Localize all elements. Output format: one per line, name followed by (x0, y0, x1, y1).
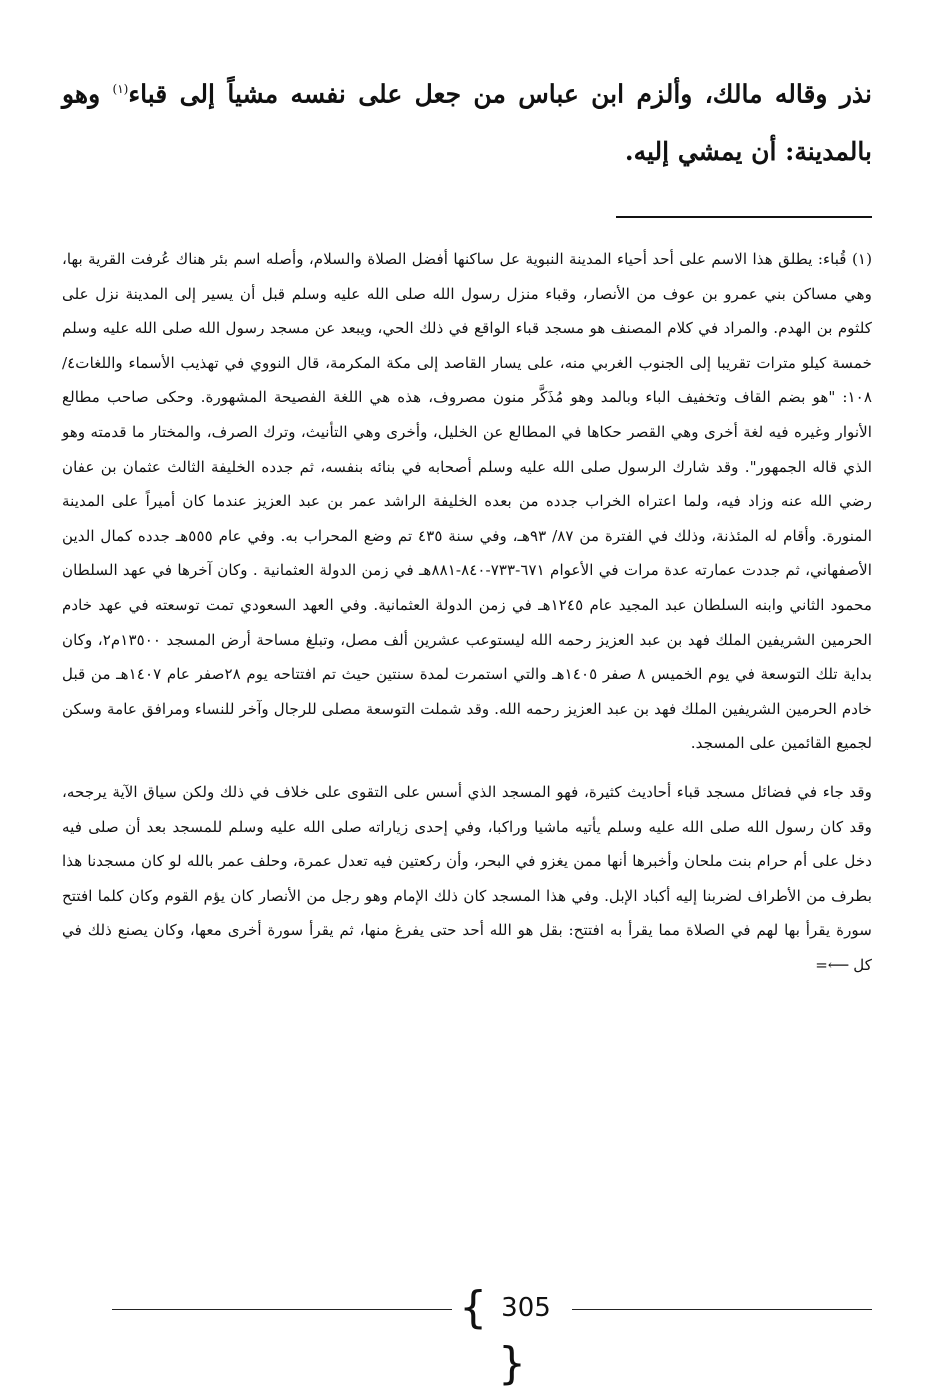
footnote-separator (616, 216, 872, 218)
close-brace: } (498, 1338, 526, 1389)
main-text (62, 60, 872, 181)
page-footer (112, 1280, 872, 1389)
page-number-box (452, 1280, 572, 1389)
footer-rule-left (112, 1309, 452, 1310)
main-text-part-2: وهو بالمدينة: أن يمشي إليه. (62, 79, 872, 167)
footnote-text-2: وقد جاء في فضائل مسجد قباء أحاديث كثيرة، فهو المسجد الذي أسس على التقوى على خلاف في ذلك ولكن سياق الآية يرجحه، وقد كان رسول الله صلى الله عليه وسلم يأتيه ماشيا وراكبا، وفي إحدى زياراته صلى الله عليه وسلم للمسجد بعد أن صلى فيه دخل على أم حرام بنت ملحان وأخبرها أنها ممن يغزو في البحر، وأن ركعتين فيه تعدل عمرة، وحلف عمر بالله لو كان مسجدنا هذا بطرف من الأطراف لضربنا إليه أكباد الإبل. وفي هذا المسجد كان ذلك الإمام وهو رجل من الأنصار كان يؤم القوم وكان كلما افتتح سورة يقرأ بها لهم في الصلاة مما يقرأ به افتتح: بقل هو الله أحد حتى يفرغ منها، ثم يقرأ سورة أخرى معها، وكان يصنع ذلك في كل (62, 782, 872, 974)
footer-rule-right (572, 1309, 872, 1310)
footnote-paragraph-2 (62, 775, 872, 983)
footnote-paragraph-1 (62, 242, 872, 761)
open-brace: { (459, 1282, 488, 1333)
footnotes-section (62, 242, 872, 982)
footnote-number: (١) (851, 250, 873, 268)
footnote-text-1: قُباء: يطلق هذا الاسم على أحد أحياء المدينة النبوية عل ساكنها أفضل الصلاة والسلام، وأصله اسم بئر هناك عُرفت القرية بها، وهي مساكن بني عمرو بن عوف من الأنصار، وقباء منزل رسول الله صلى الله عليه وسلم قبل أن يسير إلى المدينة نزل على كلثوم بن الهدم. والمراد في كلام المصنف هو مسجد قباء الواقع في ذلك الحي، ويبعد عن مسجد رسول الله صلى الله عليه وسلم خمسة كيلو مترات تقريبا إلى الجنوب الغربي منه، على يسار القاصد إلى مكة المكرمة، قال النووي في تهذيب الأسماء واللغات٤/ ١٠٨: "هو بضم القاف وتخفيف الباء وبالمد وهو مُذَكَّر منون مصروف، هذه هي اللغة الفصيحة المشهورة. وحكى صاحب مطالع الأنوار وغيره فيه لغة أخرى وهي القصر حكاها في المطالع عن الخليل، وأخرى وهي التأنيث، وترك الصرف، والمختار ما قدمته وهو الذي قاله الجمهور". وقد شارك الرسول صلى الله عليه وسلم أصحابه في بنائه بنفسه، ثم جدده الخليفة الثالث عثمان بن عفان رضي الله عنه وزاد فيه، ولما اعتراه الخراب جدده من بعده الخليفة الراشد عمر بن عبد العزيز عندما كان أميراً على المدينة المنورة. وأقام له المئذنة، وذلك في الفترة من ٨٧/ ٩٣هـ، وفي سنة ٤٣٥ تم وضع المحراب به. وفي عام ٥٥٥هـ جدده كمال الدين الأصفهاني، ثم جددت عمارته عدة مرات في الأعوام ٦٧١-٧٣٣-٨٤٠-٨٨١هـ في زمن الدولة العثمانية . وكان آخرها في عهد السلطان محمود الثاني وابنه السلطان عبد المجيد عام ١٢٤٥هـ في زمن الدولة العثمانية. وفي العهد السعودي تمت توسعته في عهد خادم الحرمين الشريفين الملك فهد بن عبد العزيز رحمه الله ليستوعب عشرين ألف مصل، وتبلغ مساحة أرض المسجد ١٣٥٠٠م٢، وكان بداية تلك التوسعة في يوم الخميس ٨ صفر ١٤٠٥هـ والتي استمرت لمدة سنتين حيث تم افتتاحه يوم ٢٨صفر عام ١٤٠٧هـ من قبل خادم الحرمين الشريفين الملك فهد بن عبد العزيز رحمه الله. وقد شملت التوسعة مصلى للرجال وآخر للنساء ومرافق عامة وسكن لجميع القائمين على المسجد. (62, 250, 873, 753)
page-number: 305 (501, 1293, 551, 1323)
footnote-reference: (١) (112, 82, 129, 96)
continuation-mark: ⟵= (815, 955, 850, 974)
main-text-part-1: نذر وقاله مالك، وألزم ابن عباس من جعل على نفسه مشياً إلى قباء (128, 79, 872, 109)
